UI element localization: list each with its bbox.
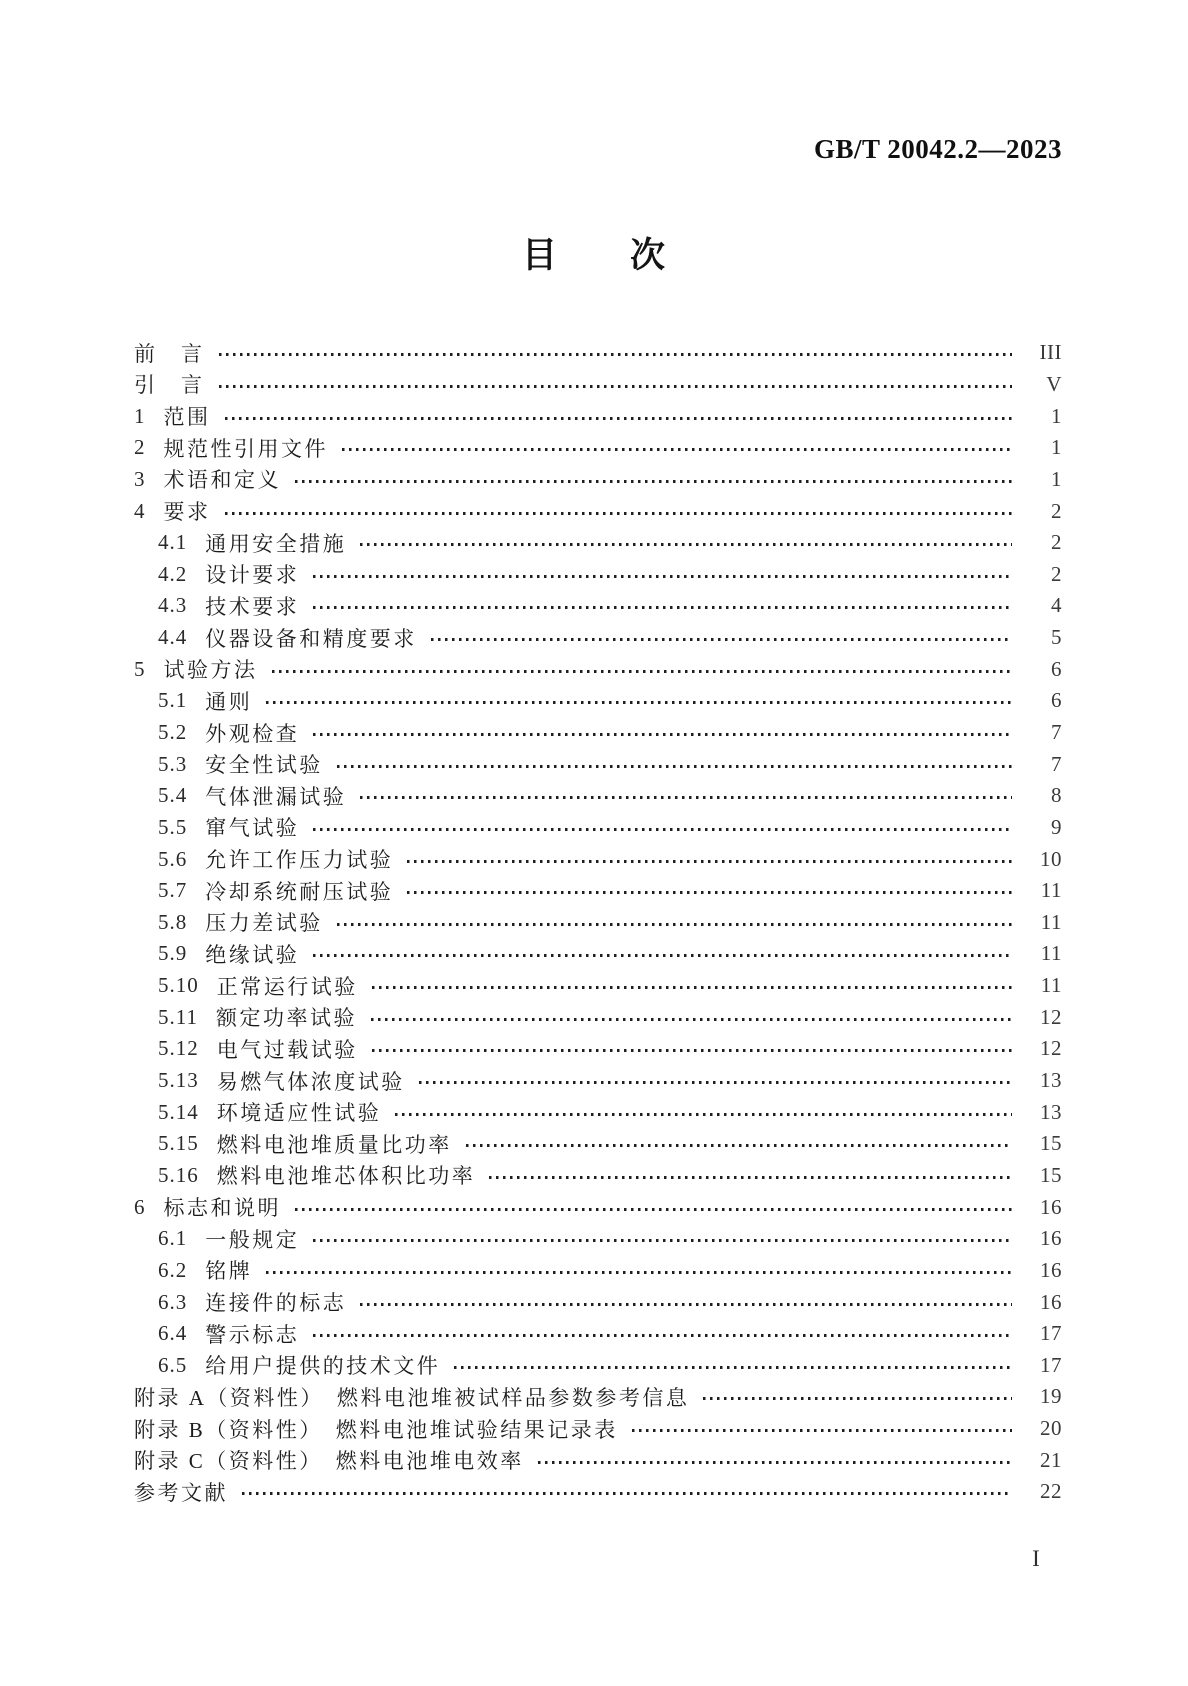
toc-leader-dots <box>337 923 1012 926</box>
toc-entry-page: 20 <box>1040 1416 1062 1441</box>
toc-entry-page: 11 <box>1040 878 1062 903</box>
toc-leader-dots <box>219 385 1013 388</box>
toc-row <box>134 1444 1062 1476</box>
toc-row <box>134 1286 1062 1318</box>
toc-row <box>134 1096 1062 1128</box>
toc-entry-label: 标志和说明 <box>163 1196 281 1221</box>
toc-entry-label: 安全性试验 <box>205 753 323 778</box>
toc-leader-dots <box>360 796 1012 799</box>
toc-leader-dots <box>313 606 1012 609</box>
toc-leader-dots <box>538 1461 1012 1464</box>
toc-leader-dots <box>454 1366 1012 1369</box>
toc-entry-label: 外观检查 <box>205 721 300 746</box>
toc-row <box>134 464 1062 496</box>
toc-entry-page: 12 <box>1040 1004 1062 1029</box>
toc-row <box>134 1413 1062 1445</box>
toc-row <box>134 1350 1062 1382</box>
toc-entry-label: 规范性引用文件 <box>163 436 328 461</box>
toc-entry-label: 易燃气体浓度试验 <box>216 1069 405 1094</box>
toc-leader-dots <box>360 543 1012 546</box>
toc-leader-dots <box>313 828 1012 831</box>
toc-entry-number: 6.1 <box>158 1226 188 1251</box>
toc-entry-number: 5.8 <box>158 909 188 934</box>
toc-entry-label: 额定功率试验 <box>215 1006 357 1031</box>
toc-entry-page: 1 <box>1051 403 1062 428</box>
toc-entry-page: 10 <box>1040 846 1062 871</box>
toc-leader-dots <box>337 765 1012 768</box>
toc-row <box>134 1160 1062 1192</box>
toc-entry-page: 1 <box>1051 466 1062 491</box>
toc-entry-number: 5.7 <box>158 878 188 903</box>
toc-entry-number: 5.16 <box>158 1162 199 1187</box>
toc-entry-page: 13 <box>1040 1099 1062 1124</box>
toc-entry-label: 试验方法 <box>163 658 258 683</box>
toc-entry-page: 1 <box>1051 435 1062 460</box>
toc-entry-page: 21 <box>1040 1447 1062 1472</box>
toc-entry-number: 4.4 <box>158 625 188 650</box>
toc-entry-number: 2 <box>134 435 146 460</box>
toc-entry-label: 燃料电池堆芯体积比功率 <box>216 1164 476 1189</box>
toc-leader-dots <box>313 1334 1012 1337</box>
toc-row <box>134 717 1062 749</box>
toc-entry-label: 冷却系统耐压试验 <box>205 879 394 904</box>
toc-entry-number: 4 <box>134 498 146 523</box>
toc-row <box>134 590 1062 622</box>
toc-entry-label: 技术要求 <box>205 594 300 619</box>
toc-entry-label: 附录 A（资料性） 燃料电池堆被试样品参数参考信息 <box>134 1385 690 1410</box>
toc-leader-dots <box>419 1081 1012 1084</box>
toc-entry-label: 允许工作压力试验 <box>205 848 394 873</box>
toc-leader-dots <box>632 1429 1012 1432</box>
toc-row <box>134 1223 1062 1255</box>
toc-row <box>134 1065 1062 1097</box>
toc-leader-dots <box>242 1492 1012 1495</box>
toc-entry-label: 气体泄漏试验 <box>205 784 347 809</box>
toc-row <box>134 400 1062 432</box>
toc-leader-dots <box>313 1239 1012 1242</box>
toc-row <box>134 685 1062 717</box>
toc-entry-label: 电气过载试验 <box>216 1037 358 1062</box>
toc-entry-number: 4.3 <box>158 593 188 618</box>
toc-entry-number: 5.1 <box>158 688 188 713</box>
toc-entry-page: 8 <box>1051 783 1062 808</box>
toc-entry-number: 5.6 <box>158 846 188 871</box>
toc-entry-number: 5.13 <box>158 1068 199 1093</box>
toc-leader-dots <box>266 1271 1012 1274</box>
toc-row <box>134 970 1062 1002</box>
toc-entry-page: 5 <box>1051 625 1062 650</box>
toc-entry-page: 4 <box>1051 593 1062 618</box>
toc-entry-page: 13 <box>1040 1068 1062 1093</box>
toc-entry-number: 4.1 <box>158 530 188 555</box>
toc-entry-page: 9 <box>1051 814 1062 839</box>
toc-entry-page: 16 <box>1040 1226 1062 1251</box>
toc-entry-label: 通则 <box>205 689 253 714</box>
toc-entry-label: 参考文献 <box>134 1480 228 1505</box>
toc-entry-page: 16 <box>1040 1289 1062 1314</box>
toc-entry-page: 15 <box>1040 1131 1062 1156</box>
toc-row <box>134 875 1062 907</box>
toc-row <box>134 907 1062 939</box>
toc-leader-dots <box>219 353 1013 356</box>
toc-entry-label: 燃料电池堆质量比功率 <box>216 1132 452 1157</box>
toc-row <box>134 938 1062 970</box>
toc-entry-page: 22 <box>1040 1479 1062 1504</box>
toc-entry-label: 一般规定 <box>205 1227 300 1252</box>
toc-entry-label: 环境适应性试验 <box>216 1101 382 1126</box>
toc-row <box>134 558 1062 590</box>
toc-entry-page: 7 <box>1051 751 1062 776</box>
toc-entry-number: 4.2 <box>158 561 188 586</box>
toc-entry-number: 6.4 <box>158 1321 188 1346</box>
toc-leader-dots <box>295 1208 1012 1211</box>
toc-entry-page: 2 <box>1051 530 1062 555</box>
toc-entry-number: 5.9 <box>158 941 188 966</box>
toc-entry-number: 1 <box>134 403 146 428</box>
toc-leader-dots <box>360 1303 1012 1306</box>
toc-row <box>134 812 1062 844</box>
toc-entry-label: 铭牌 <box>205 1259 253 1284</box>
toc-entry-page: III <box>1039 340 1062 365</box>
toc-leader-dots <box>407 860 1012 863</box>
toc-entry-page: 19 <box>1040 1384 1062 1409</box>
toc-entry-number: 5.4 <box>158 783 188 808</box>
toc-row <box>134 843 1062 875</box>
toc-entry-page: V <box>1046 371 1062 396</box>
toc-entry-label: 通用安全措施 <box>205 531 347 556</box>
toc-row <box>134 1001 1062 1033</box>
toc-entry-number: 5.5 <box>158 814 188 839</box>
toc-entry-label: 绝缘试验 <box>205 942 300 967</box>
toc-leader-dots <box>225 417 1013 420</box>
toc-leader-dots <box>225 512 1013 515</box>
toc-leader-dots <box>266 701 1012 704</box>
toc-row <box>134 1033 1062 1065</box>
toc-entry-label: 范围 <box>163 405 211 430</box>
toc-row <box>134 1381 1062 1413</box>
toc-entry-number: 5.15 <box>158 1131 199 1156</box>
toc-entry-page: 6 <box>1051 656 1062 681</box>
toc-leader-dots <box>313 954 1012 957</box>
toc-leader-dots <box>313 575 1012 578</box>
toc-row <box>134 432 1062 464</box>
toc-entry-label: 正常运行试验 <box>216 974 358 999</box>
toc-row <box>134 1318 1062 1350</box>
toc-entry-page: 11 <box>1040 973 1062 998</box>
toc-row <box>134 622 1062 654</box>
toc-entry-label: 仪器设备和精度要求 <box>205 626 417 651</box>
toc-row <box>134 780 1062 812</box>
toc-entry-page: 16 <box>1040 1257 1062 1282</box>
toc-leader-dots <box>313 733 1012 736</box>
toc-entry-number: 5.11 <box>158 1004 198 1029</box>
toc-entry-page: 11 <box>1040 909 1062 934</box>
toc-leader-dots <box>703 1397 1012 1400</box>
toc-entry-number: 6.2 <box>158 1257 188 1282</box>
toc-entry-page: 17 <box>1040 1352 1062 1377</box>
toc-entry-label: 给用户提供的技术文件 <box>205 1354 441 1379</box>
toc-entry-number: 6.5 <box>158 1352 188 1377</box>
toc-row <box>134 527 1062 559</box>
toc-entry-label: 前 言 <box>134 341 205 366</box>
toc-entry-page: 16 <box>1040 1194 1062 1219</box>
toc-row <box>134 337 1062 369</box>
toc-entry-page: 2 <box>1051 561 1062 586</box>
toc-entry-number: 6.3 <box>158 1289 188 1314</box>
toc-entry-number: 5.3 <box>158 751 188 776</box>
toc-leader-dots <box>489 1176 1012 1179</box>
toc-entry-page: 2 <box>1051 498 1062 523</box>
toc-leader-dots <box>372 1049 1012 1052</box>
toc-row <box>134 1191 1062 1223</box>
toc-leader-dots <box>372 986 1012 989</box>
toc-entry-label: 要求 <box>163 500 211 525</box>
toc-entry-page: 12 <box>1040 1036 1062 1061</box>
toc-row <box>134 369 1062 401</box>
toc-entry-page: 11 <box>1040 941 1062 966</box>
toc-entry-page: 7 <box>1051 720 1062 744</box>
toc-entry-number: 6 <box>134 1194 146 1219</box>
toc-entry-number: 5.14 <box>158 1099 199 1124</box>
page-title: 目 次 <box>521 236 666 275</box>
toc-leader-dots <box>371 1018 1012 1021</box>
toc-entry-label: 设计要求 <box>205 563 300 588</box>
toc-entry-page: 6 <box>1051 688 1062 713</box>
toc-leader-dots <box>342 448 1012 451</box>
toc-entry-label: 引 言 <box>134 373 205 398</box>
toc-entry-number: 3 <box>134 466 146 491</box>
toc-row <box>134 495 1062 527</box>
toc-entry-label: 连接件的标志 <box>205 1291 347 1316</box>
toc-leader-dots <box>295 480 1012 483</box>
toc-entry-label: 压力差试验 <box>205 911 323 936</box>
toc-leader-dots <box>395 1113 1012 1116</box>
toc-entry-label: 窜气试验 <box>205 816 300 841</box>
toc-entry-label: 警示标志 <box>205 1322 300 1347</box>
doc-number-header: GB/T 20042.2—2023 <box>813 134 1062 164</box>
toc-leader-dots <box>431 638 1012 641</box>
toc-row <box>134 748 1062 780</box>
toc-leader-dots <box>466 1144 1012 1147</box>
toc-row <box>134 1255 1062 1287</box>
toc-entry-number: 5.12 <box>158 1036 199 1061</box>
toc-entry-number: 5 <box>134 656 146 681</box>
toc-leader-dots <box>407 891 1012 894</box>
toc-list <box>134 337 1062 1508</box>
toc-entry-number: 5.10 <box>158 973 199 998</box>
footer-page-number: I <box>1032 1546 1040 1571</box>
toc-row <box>134 1128 1062 1160</box>
toc-entry-label: 术语和定义 <box>163 468 281 493</box>
toc-row <box>134 653 1062 685</box>
toc-entry-page: 17 <box>1040 1321 1062 1346</box>
toc-leader-dots <box>272 670 1013 673</box>
toc-row <box>134 1476 1062 1508</box>
toc-entry-page: 15 <box>1040 1162 1062 1187</box>
toc-entry-label: 附录 C（资料性） 燃料电池堆电效率 <box>134 1449 524 1474</box>
toc-entry-label: 附录 B（资料性） 燃料电池堆试验结果记录表 <box>134 1417 618 1442</box>
toc-entry-number: 5.2 <box>158 720 188 744</box>
